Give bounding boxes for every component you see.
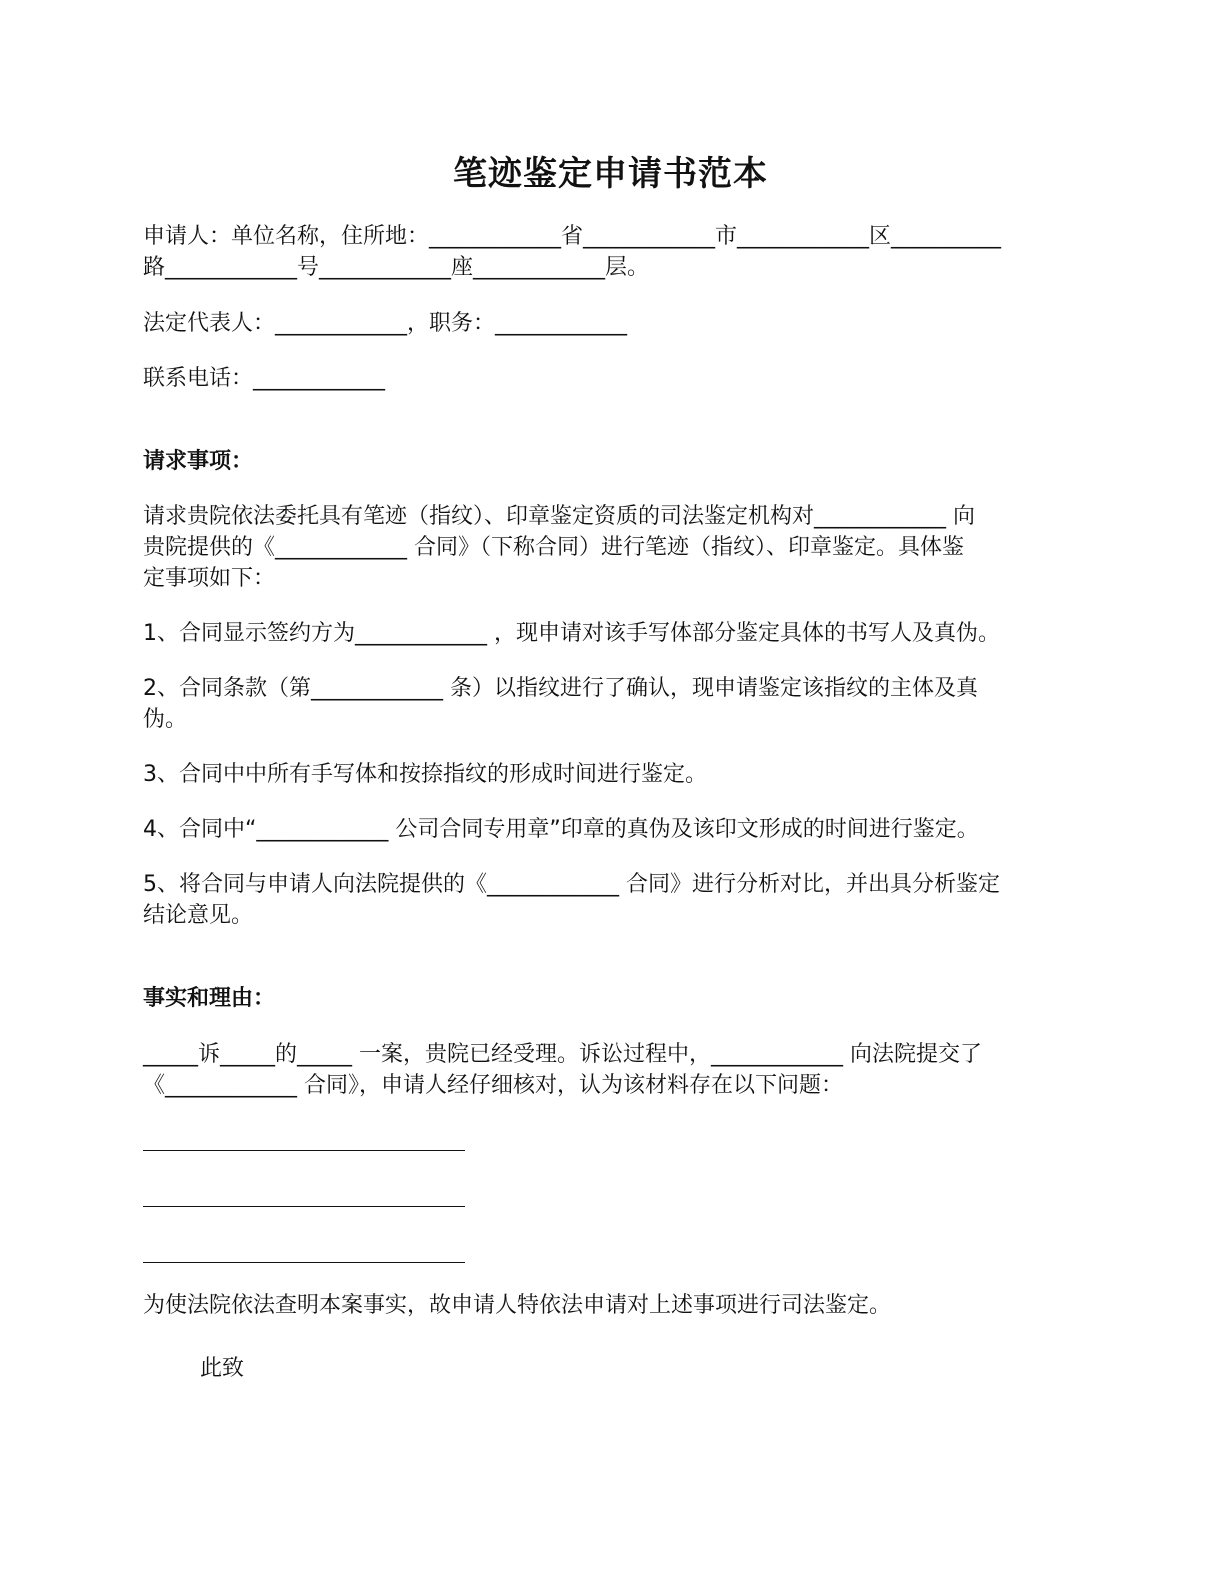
request-item-4: 4、合同中“____________ 公司合同专用章”印章的真伪及该印文形成的时间进行鉴定。 — [143, 817, 979, 842]
requests-intro-line-2: 贵院提供的《____________ 合同》（下称合同）进行笔迹（指纹）、印章鉴定。具体鉴 — [143, 535, 964, 560]
request-item-2-line-2: 伪。 — [143, 707, 188, 732]
conclusion-line: 为使法院依法查明本案事实，故申请人特依法申请对上述事项进行司法鉴定。 — [143, 1293, 892, 1318]
blank-issue-line-2 — [143, 1206, 465, 1207]
request-item-1: 1、合同显示签约方为____________ ，现申请对该手写体部分鉴定具体的书写人及真伪。 — [143, 621, 1000, 646]
requests-intro-line-3: 定事项如下： — [143, 566, 276, 591]
applicant-line-1: 申请人：单位名称，住所地：____________省____________市____________区__________ — [143, 224, 1002, 249]
document-title: 笔迹鉴定申请书范本 — [453, 154, 768, 194]
request-item-3: 3、合同中中所有手写体和按捺指纹的形成时间进行鉴定。 — [143, 762, 707, 787]
applicant-line-2: 路____________号____________座____________层。 — [143, 255, 650, 280]
facts-heading: 事实和理由： — [143, 986, 276, 1011]
phone-line: 联系电话：____________ — [143, 366, 386, 391]
request-item-2-line-1: 2、合同条款（第____________ 条）以指纹进行了确认，现申请鉴定该指纹的主体及真 — [143, 676, 978, 701]
facts-line-2: 《____________ 合同》，申请人经仔细核对，认为该材料存在以下问题： — [143, 1073, 843, 1098]
facts-line-1: _____诉_____的_____ 一案，贵院已经受理。诉讼过程中，____________ 向法院提交了 — [143, 1042, 982, 1067]
blank-issue-line-1 — [143, 1150, 465, 1151]
legal-representative-line: 法定代表人：____________，职务：____________ — [143, 311, 628, 336]
closing-salutation: 此致 — [200, 1356, 245, 1381]
request-item-5-line-1: 5、将合同与申请人向法院提供的《____________ 合同》进行分析对比，并出具分析鉴定 — [143, 872, 1000, 897]
requests-heading: 请求事项： — [143, 449, 254, 474]
requests-intro-line-1: 请求贵院依法委托具有笔迹（指纹）、印章鉴定资质的司法鉴定机构对____________ 向 — [143, 504, 975, 529]
blank-issue-line-3 — [143, 1262, 465, 1263]
request-item-5-line-2: 结论意见。 — [143, 903, 254, 928]
